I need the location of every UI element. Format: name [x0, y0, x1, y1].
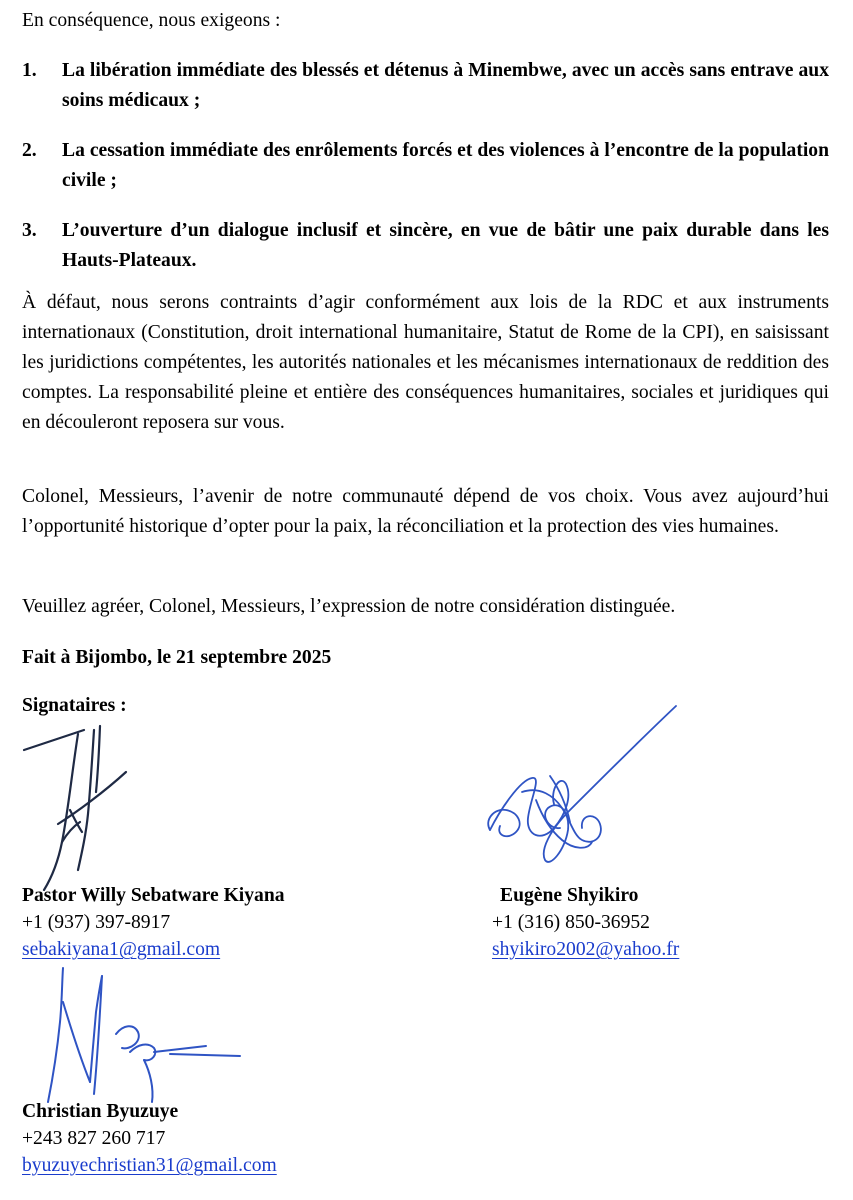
demand-text: L’ouverture d’un dialogue inclusif et sincère, en vue de bâtir une paix durable dans les Hauts-Plateaux.	[62, 220, 829, 271]
demands-list	[22, 56, 829, 276]
signatory-email-link[interactable]: sebakiyana1@gmail.com	[22, 939, 221, 960]
paragraph-closing: Veuillez agréer, Colonel, Messieurs, l’expression de notre considération distinguée.	[22, 596, 676, 617]
paragraph-legal-warning: À défaut, nous serons contraints d’agir conformément aux lois de la RDC et aux instruments internationaux (Constitution, droit international humanitaire, Statut de Rome de la CPI), en saisissant les juridictions compétentes, les autorités nationales et les mécanismes internationaux de reddition des comptes. La responsabilité pleine et entière des conséquences humanitaires, sociales et juridiques qui en découleront reposera sur vous.	[22, 292, 829, 433]
demand-number: 2.	[22, 140, 37, 161]
demand-text: La libération immédiate des blessés et détenus à Minembwe, avec un accès sans entrave aux soins médicaux ;	[62, 60, 829, 111]
signatory-phone: +1 (937) 397-8917	[22, 912, 171, 933]
demand-number: 1.	[22, 60, 37, 81]
demand-text: La cessation immédiate des enrôlements forcés et des violences à l’encontre de la population civile ;	[62, 140, 829, 191]
place-date: Fait à Bijombo, le 21 septembre 2025	[22, 647, 332, 668]
signatory-block	[492, 882, 679, 963]
signature-christian-byuzuye	[30, 962, 250, 1112]
signatory-block	[22, 882, 285, 963]
demand-item	[22, 216, 829, 276]
signatory-block	[22, 1098, 277, 1179]
demand-item	[22, 56, 829, 116]
signatory-email-link[interactable]: byuzuyechristian31@gmail.com	[22, 1155, 277, 1176]
signature-eugene-shyikiro	[470, 700, 690, 880]
signatory-email-link[interactable]: shyikiro2002@yahoo.fr	[492, 939, 680, 960]
demand-item	[22, 136, 829, 196]
signatory-phone: +243 827 260 717	[22, 1128, 166, 1149]
signatory-phone: +1 (316) 850-36952	[492, 912, 650, 933]
signatory-name: Pastor Willy Sebatware Kiyana	[22, 885, 285, 906]
signatories-heading: Signataires :	[22, 695, 127, 716]
signatory-name: Christian Byuzuye	[22, 1101, 179, 1122]
demand-number: 3.	[22, 220, 37, 241]
intro-text: En conséquence, nous exigeons :	[22, 10, 281, 31]
paragraph-appeal: Colonel, Messieurs, l’avenir de notre communauté dépend de vos choix. Vous avez aujourd’hui l’opportunité historique d’opter pour la paix, la réconciliation et la protection des vies humaines.	[22, 486, 829, 537]
signatory-name: Eugène Shyikiro	[500, 885, 639, 906]
signature-willy-sebatware	[22, 722, 142, 892]
